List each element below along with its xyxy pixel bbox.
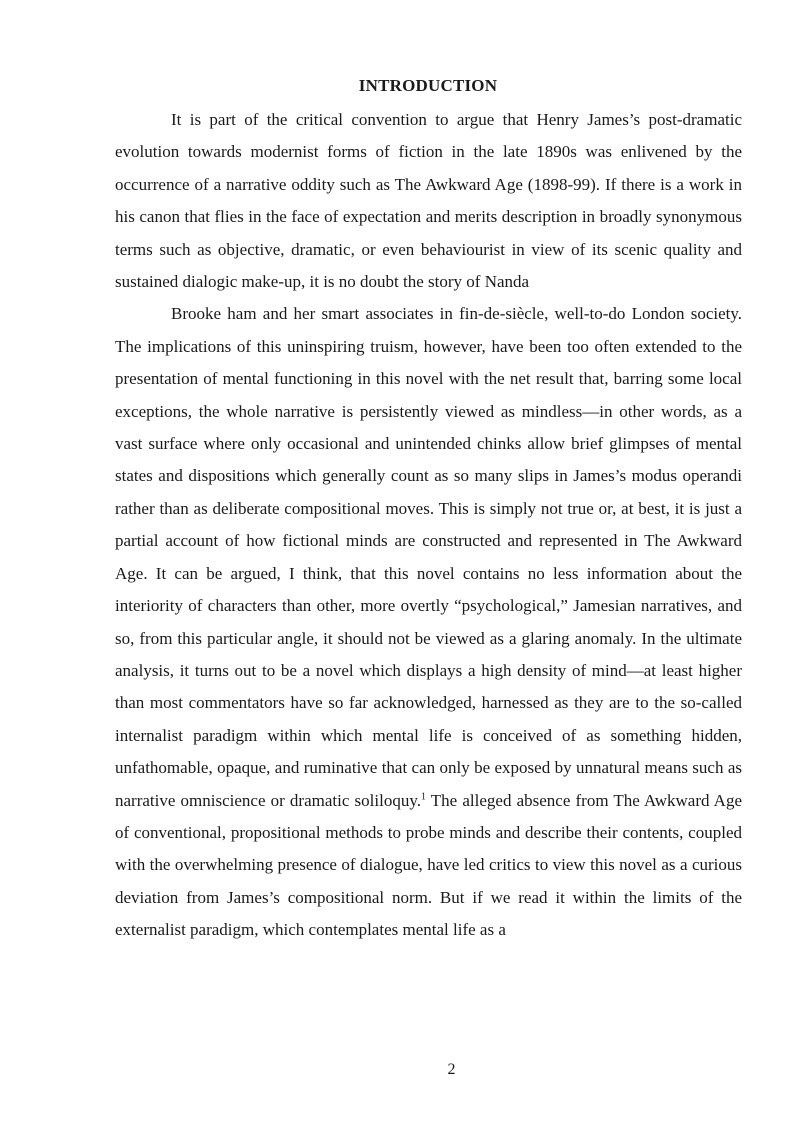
page-number: 2 (447, 1061, 456, 1078)
paragraph-1: It is part of the critical convention to argue that Henry James’s post-dramatic evolution towards modernist forms of fiction in the late 1890s was enlivened by the occurrence of a narrative oddity such as The Awkward Age (1898-99). If there is a work in his canon that flies in the face of expectation and merits description in broadly synonymous terms such as objective, dramatic, or even behaviourist in view of its scenic quality and sustained dialogic make-up, it is no doubt the story of Nanda (115, 110, 742, 292)
paragraph-2-continuation: The alleged absence from The Awkward Age of conventional, propositional methods to probe minds and describe their contents, coupled with the overwhelming presence of dialogue, have led critics to view this novel as a curious deviation from James’s compositional norm. But if we read it within the limits of the externalist paradigm, which contemplates mental life as a (115, 790, 742, 940)
page-title: INTRODUCTION (358, 76, 498, 95)
body-text (115, 104, 742, 947)
footnote-marker[interactable]: 1 (420, 790, 426, 802)
paragraph-2 (115, 298, 742, 946)
paragraph-2-text: Brooke ham and her smart associates in fin-de-siècle, well-to-do London society. The implications of this uninspiring truism, however, have been too often extended to the presentation of mental functioning in this novel with the net result that, barring some local exceptions, the whole narrative is persistently viewed as mindless—in other words, as a vast surface where only occasional and unintended chinks allow brief glimpses of mental states and dispositions which generally count as so many slips in James’s modus operandi rather than as deliberate compositional moves. This is simply not true or, at best, it is just a partial account of how fictional minds are constructed and represented in The Awkward Age. It can be argued, I think, that this novel contains no less information about the interiority of characters than other, more overtly “psychological,” Jamesian narratives, and so, from this particular angle, it should not be viewed as a glaring anomaly. In the ultimate analysis, it turns out to be a novel which displays a high density of mind—at least higher than most commentators have so far acknowledged, harnessed as they are to the so-called internalist paradigm within which mental life is conceived of as something hidden, unfathomable, opaque, and ruminative that can only be exposed by unnatural means such as narrative omniscience or dramatic soliloquy. (115, 304, 742, 810)
